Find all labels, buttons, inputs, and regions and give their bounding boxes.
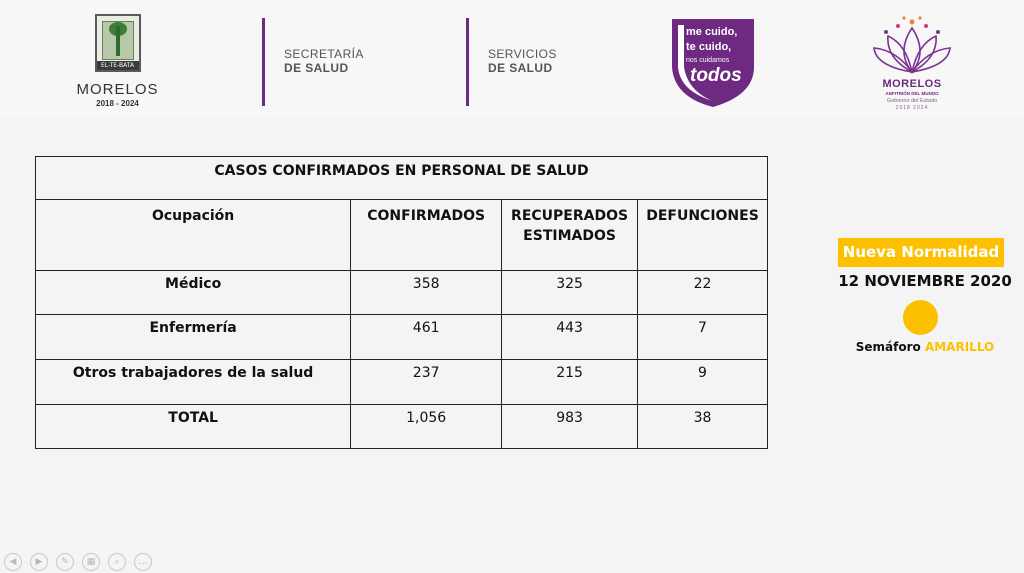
campaign-line-2: te cuido, [686,41,732,53]
cell-recuperados: 325 [502,271,638,315]
zoom-icon[interactable]: ⌕ [108,553,126,571]
table-row [36,315,768,360]
cell-defunciones: 22 [638,271,768,315]
cases-table [35,156,768,449]
slideshow-controls [4,553,152,571]
slides-icon[interactable]: ▦ [82,553,100,571]
row-label: Médico [36,271,351,315]
cell-recuperados: 983 [502,405,638,449]
more-icon[interactable]: … [134,553,152,571]
row-label: Otros trabajadores de la salud [36,360,351,405]
cell-recuperados: 443 [502,315,638,360]
cell-confirmados: 237 [351,360,502,405]
header-confirmados: CONFIRMADOS [351,200,502,271]
header-ocupacion: Ocupación [36,200,351,271]
pen-icon[interactable]: ✎ [56,553,74,571]
morelos-government-logo [866,14,958,114]
cell-confirmados: 358 [351,271,502,315]
seal-band-text: EL-TE-BATA [97,61,139,70]
cell-defunciones: 9 [638,360,768,405]
semaforo-label: Semáforo [855,340,921,354]
row-label: Enfermería [36,315,351,360]
table-title: CASOS CONFIRMADOS EN PERSONAL DE SALUD [36,157,768,200]
state-years: 2018 - 2024 [96,99,139,108]
cell-recuperados: 215 [502,360,638,405]
gov-logo-name: MORELOS [882,78,942,90]
header-defunciones: DEFUNCIONES [638,200,768,271]
campaign-line-4: todos [690,65,742,86]
campaign-line-3: nos cuidamos [686,57,730,64]
campaign-badge [668,15,758,110]
morelos-state-logo [70,14,165,114]
campaign-line-1: me cuido, [686,26,738,38]
state-name: MORELOS [76,81,159,98]
header-band [0,0,1024,118]
row-label: TOTAL [36,405,351,449]
semaforo-value: AMARILLO [924,340,995,354]
divider-line [262,18,265,106]
state-seal-icon [95,14,141,72]
previous-icon[interactable]: ◀ [4,553,22,571]
traffic-light-icon [903,300,938,335]
divider-line [466,18,469,106]
header-recuperados: RECUPERADOS ESTIMADOS [502,200,638,271]
table-total-row [36,405,768,449]
cell-defunciones: 7 [638,315,768,360]
cell-defunciones: 38 [638,405,768,449]
secretaria-de-salud-label: SECRETARÍA DE SALUD [284,47,364,75]
table-header-row [36,200,768,271]
cell-confirmados: 461 [351,315,502,360]
cell-confirmados: 1,056 [351,405,502,449]
lotus-icon [866,14,958,78]
table-row [36,360,768,405]
status-banner: Nueva Normalidad [838,238,1004,267]
gov-logo-line1: Gobierno del Estado [886,98,938,104]
servicios-de-salud-label: SERVICIOS DE SALUD [488,47,557,75]
semaforo-status [838,340,1012,354]
gov-logo-line2: 2018 2024 [895,105,929,111]
gov-logo-tagline: ANFITRIÓN DEL MUNDO [885,91,939,96]
status-date: 12 NOVIEMBRE 2020 [838,272,1012,290]
table-row [36,271,768,315]
table-title-row [36,157,768,200]
next-icon[interactable]: ▶ [30,553,48,571]
